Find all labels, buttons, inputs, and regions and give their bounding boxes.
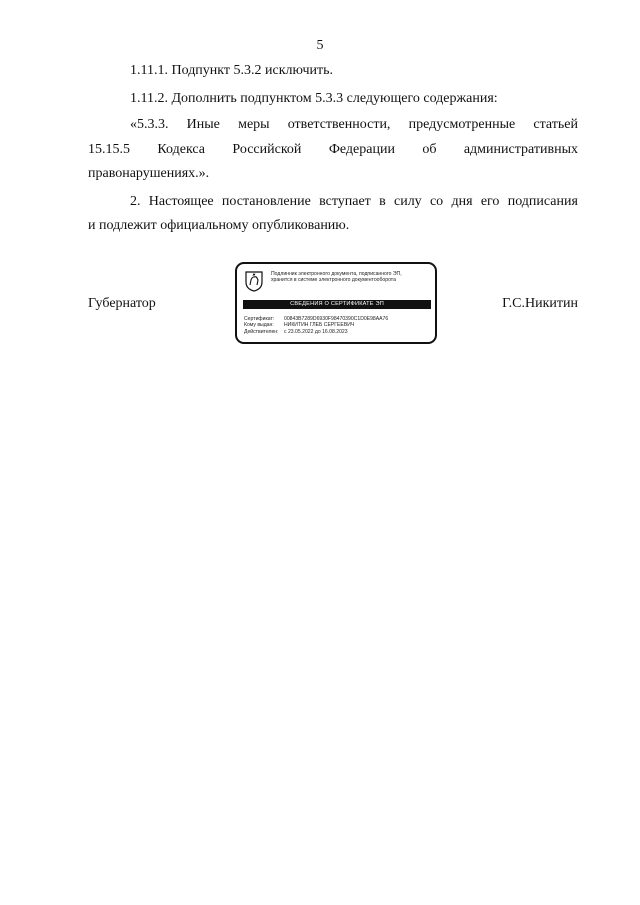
coat-of-arms-icon <box>244 270 264 292</box>
owner-value: НИКИТИН ГЛЕБ СЕРГЕЕВИЧ <box>284 322 355 329</box>
validity-label: Действителен: <box>244 328 279 335</box>
word: статьей <box>533 117 578 132</box>
certificate-details <box>244 316 388 335</box>
validity-value: с 23.05.2022 до 16.08.2023 <box>284 328 348 335</box>
word: предусмотренные <box>408 117 516 132</box>
quote-line-3: правонарушениях.». <box>88 166 210 181</box>
word: Федерации <box>328 142 395 157</box>
word: подписания <box>507 194 578 209</box>
word: об <box>422 142 437 157</box>
page-number: 5 <box>316 38 324 53</box>
validity-row <box>244 329 388 335</box>
item-1-11-1: 1.11.1. Подпункт 5.3.2 исключить. <box>130 63 333 78</box>
word: в <box>379 194 386 209</box>
certificate-label: Сертификат: <box>244 316 275 322</box>
word: административных <box>463 142 578 157</box>
certificate-info-bar: СВЕДЕНИЯ О СЕРТИФИКАТЕ ЭП <box>243 300 431 309</box>
word: меры <box>238 117 270 132</box>
word: его <box>480 194 500 209</box>
word: Кодекса <box>157 142 206 157</box>
signatory-name: Г.С.Никитин <box>502 296 578 311</box>
quote-line-2 <box>88 142 578 158</box>
quote-line-1 <box>130 117 578 133</box>
certificate-value: 00843B7289D6930F98470390C1D0E98AA76 <box>284 316 389 322</box>
word: ответственности, <box>287 117 391 132</box>
word: силу <box>393 194 422 209</box>
word: постановление <box>221 194 311 209</box>
item-1-11-2: 1.11.2. Дополнить подпунктом 5.3.3 следующего содержания: <box>130 91 498 106</box>
owner-label: Кому выдан: <box>244 322 274 329</box>
word: дня <box>451 194 473 209</box>
word: Российской <box>232 142 302 157</box>
word: Иные <box>186 117 220 132</box>
stamp-header-line: Подлинник электронного документа, подписанного ЭП, <box>271 271 402 277</box>
electronic-signature-stamp <box>235 262 437 344</box>
paragraph-2-line-1 <box>130 194 578 210</box>
word: вступает <box>319 194 371 209</box>
word: 15.15.5 <box>88 142 130 157</box>
stamp-header-line: хранится в системе электронного документооборота <box>271 277 396 284</box>
word: со <box>429 194 444 209</box>
stamp-header <box>271 271 435 284</box>
paragraph-2-line-2: и подлежит официальному опубликованию. <box>88 218 350 233</box>
word: «5.3.3. <box>130 117 169 132</box>
word: 2. <box>130 194 141 209</box>
signatory-title: Губернатор <box>88 296 156 311</box>
word: Настоящее <box>148 194 214 209</box>
